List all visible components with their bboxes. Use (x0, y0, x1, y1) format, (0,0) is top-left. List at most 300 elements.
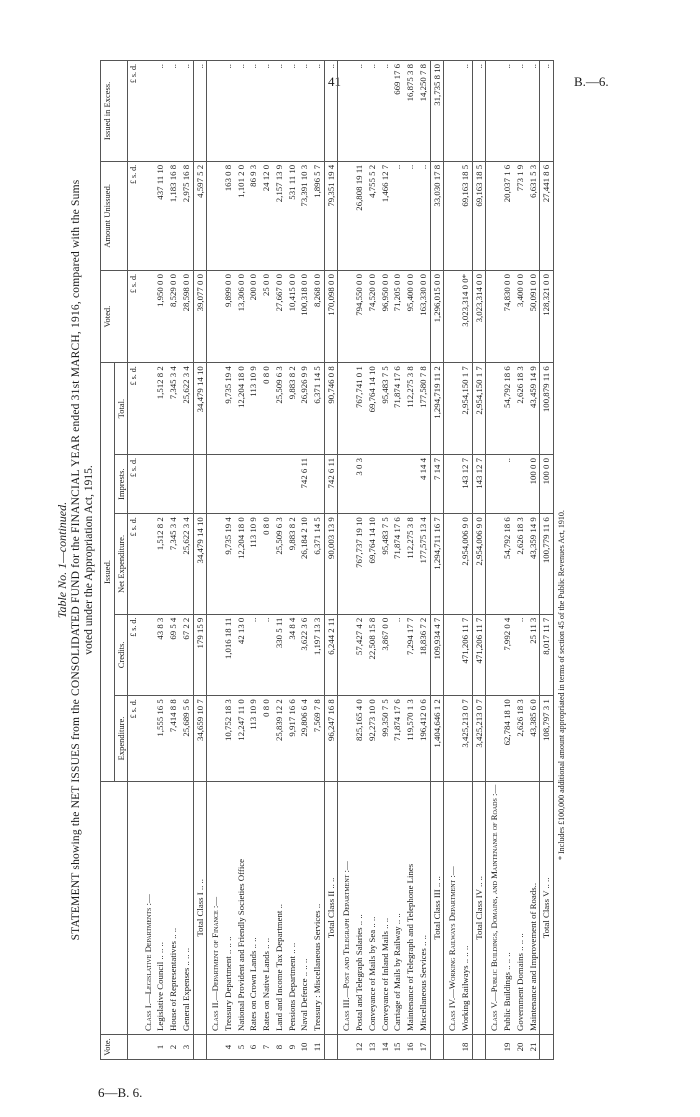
exp-cell: 196,412 0 6 (417, 696, 430, 781)
units-label: £ s. d. (127, 514, 139, 614)
empty-cell (444, 455, 459, 514)
class-heading-row (338, 61, 353, 1060)
exp-cell: 108,797 3 1 (540, 696, 554, 781)
net-cell: 69,764 14 10 (366, 514, 379, 614)
vote-cell: 6 (247, 1035, 260, 1060)
statement-subheading: voted under the Appropriation Act, 1915. (83, 465, 96, 655)
exc-cell: .. (540, 61, 554, 162)
footnote: * Includes £100,000 additional amount appropriated in terms of section 45 of the Public Revenues Act, 1910. (556, 510, 566, 860)
voted-cell: 1,296,015 0 0 (430, 271, 444, 363)
cred-cell: 8,017 11 7 (540, 614, 554, 696)
unis-cell: 86 9 3 (247, 161, 260, 270)
description-cell: Land and Income Tax Department .. (273, 781, 286, 1034)
col-vote: Vote. (101, 1035, 128, 1060)
class-heading-row (444, 61, 459, 1060)
empty-cell (486, 455, 501, 514)
imp-cell (404, 455, 417, 514)
vote-cell (540, 1035, 554, 1060)
voted-cell: 3,400 0 0 (514, 271, 527, 363)
empty-cell (338, 61, 353, 162)
table-row (459, 61, 472, 1060)
exp-cell: 99,350 7 5 (379, 696, 392, 781)
cred-cell: 330 5 11 (273, 614, 286, 696)
net-cell: 90,003 13 9 (324, 514, 338, 614)
voted-cell: 3,023,314 0 0 (472, 271, 486, 363)
net-cell: 0 8 0 (260, 514, 273, 614)
tot-cell: 25,622 3 4 (180, 363, 193, 455)
net-cell: 112,275 3 8 (404, 514, 417, 614)
vote-cell (140, 1035, 155, 1060)
class-heading: Class I.—Legislative Departments :— (140, 781, 155, 1034)
voted-cell: 74,830 0 0 (501, 271, 514, 363)
exc-cell: .. (286, 61, 299, 162)
exc-cell: 14,250 7 8 (417, 61, 430, 162)
net-cell: 767,737 19 10 (353, 514, 366, 614)
tot-cell: 25,509 6 3 (273, 363, 286, 455)
table-row (501, 61, 514, 1060)
description-cell: Carriage of Mails by Railway .. .. (391, 781, 404, 1034)
voted-cell: 9,899 0 0 (222, 271, 235, 363)
exp-cell: 7,414 8 8 (167, 696, 180, 781)
net-cell: 12,204 18 0 (235, 514, 248, 614)
voted-cell: 13,306 0 0 (235, 271, 248, 363)
unis-cell: 27,441 8 6 (540, 161, 554, 270)
exc-cell: .. (273, 61, 286, 162)
imp-cell: 4 14 4 (417, 455, 430, 514)
voted-cell: 8,529 0 0 (167, 271, 180, 363)
col-voted: Voted. (101, 271, 128, 363)
col-imprests: Imprests. (114, 455, 127, 514)
exc-cell: .. (260, 61, 273, 162)
empty-cell (207, 614, 222, 696)
exc-cell: .. (514, 61, 527, 162)
description-cell: General Expenses .. .. .. (180, 781, 193, 1034)
voted-cell: 8,268 0 0 (311, 271, 324, 363)
exc-cell: .. (247, 61, 260, 162)
vote-cell: 5 (235, 1035, 248, 1060)
tot-cell: 26,926 9 9 (298, 363, 311, 455)
vote-cell: 7 (260, 1035, 273, 1060)
tot-cell: 1,294,719 11 2 (430, 363, 444, 455)
vote-cell: 17 (417, 1035, 430, 1060)
tot-cell: 0 8 0 (260, 363, 273, 455)
exp-cell: 1,404,646 1 2 (430, 696, 444, 781)
cred-cell: 7,992 0 4 (501, 614, 514, 696)
empty-cell (444, 161, 459, 270)
description-cell: House of Representatives .. .. (167, 781, 180, 1034)
net-cell: 2,954,006 9 0 (472, 514, 486, 614)
cred-cell: 3,867 0 0 (379, 614, 392, 696)
exc-cell: .. (366, 61, 379, 162)
imp-cell: 742 6 11 (298, 455, 311, 514)
tot-cell: 100,879 11 6 (540, 363, 554, 455)
table-row (273, 61, 286, 1060)
empty-cell (486, 514, 501, 614)
cred-cell: .. (247, 614, 260, 696)
signature-mark: 6—B. 6. (98, 1085, 143, 1100)
unis-cell: 73,391 10 3 (298, 161, 311, 270)
vote-cell (207, 1035, 222, 1060)
empty-cell (207, 363, 222, 455)
imp-cell: .. (501, 455, 514, 514)
unis-cell: 24 12 0 (260, 161, 273, 270)
cred-cell: 42 13 0 (235, 614, 248, 696)
page-number: 41 (328, 74, 341, 89)
exp-cell: 71,874 17 6 (391, 696, 404, 781)
table-row (286, 61, 299, 1060)
tot-cell: 71,874 17 6 (391, 363, 404, 455)
table-row (404, 61, 417, 1060)
tot-cell: 767,741 0 1 (353, 363, 366, 455)
vote-cell (430, 1035, 444, 1060)
imp-cell (167, 455, 180, 514)
unis-cell: 773 1 9 (514, 161, 527, 270)
tot-cell: 112,275 3 8 (404, 363, 417, 455)
voted-cell: 794,550 0 0 (353, 271, 366, 363)
description-cell: Postal and Telegraph Salaries .. .. (353, 781, 366, 1034)
exp-cell: 9,917 16 6 (286, 696, 299, 781)
exp-cell: 10,752 18 3 (222, 696, 235, 781)
net-cell: 43,359 14 9 (527, 514, 540, 614)
col-credits: Credits. (114, 614, 127, 696)
empty-cell (140, 161, 155, 270)
empty-cell (486, 696, 501, 781)
empty-cell (140, 271, 155, 363)
tot-cell: 95,483 7 5 (379, 363, 392, 455)
col-issued: Issued. (101, 363, 114, 781)
tot-cell: 69,764 14 10 (366, 363, 379, 455)
voted-cell: 200 0 0 (247, 271, 260, 363)
exp-cell: 0 8 0 (260, 696, 273, 781)
net-cell: 9,735 19 4 (222, 514, 235, 614)
unis-cell: 33,030 17 8 (430, 161, 444, 270)
imp-cell (193, 455, 207, 514)
cred-cell: 471,206 11 7 (472, 614, 486, 696)
imp-cell: 742 6 11 (324, 455, 338, 514)
exp-cell: 29,806 6 4 (298, 696, 311, 781)
empty-cell (486, 161, 501, 270)
description-cell: Miscellaneous Services .. .. (417, 781, 430, 1034)
exc-cell: .. (527, 61, 540, 162)
exc-cell: 31,735 8 10 (430, 61, 444, 162)
tot-cell: 6,371 14 5 (311, 363, 324, 455)
table-body (140, 61, 554, 1060)
vote-cell: 8 (273, 1035, 286, 1060)
net-cell: 2,954,006 9 0 (459, 514, 472, 614)
unis-cell: .. (417, 161, 430, 270)
units-label: £ s. d. (127, 614, 139, 696)
vote-cell (324, 1035, 338, 1060)
description-cell: National Provident and Friendly Societies Office (235, 781, 248, 1034)
empty-cell (207, 271, 222, 363)
empty-cell (486, 61, 501, 162)
table-row (366, 61, 379, 1060)
class-heading-row (140, 61, 155, 1060)
empty-cell (140, 614, 155, 696)
vote-cell: 9 (286, 1035, 299, 1060)
exp-cell: 3,425,213 0 7 (472, 696, 486, 781)
net-cell: 25,509 6 3 (273, 514, 286, 614)
table-row (235, 61, 248, 1060)
voted-cell: 96,950 0 0 (379, 271, 392, 363)
unis-cell: .. (404, 161, 417, 270)
empty-cell (338, 514, 353, 614)
net-cell: 71,874 17 6 (391, 514, 404, 614)
exp-cell: 25,689 5 6 (180, 696, 193, 781)
imp-cell (180, 455, 193, 514)
empty-cell (338, 696, 353, 781)
exp-cell: 1,555 16 5 (154, 696, 167, 781)
imp-cell (273, 455, 286, 514)
vote-cell: 14 (379, 1035, 392, 1060)
unis-cell: 1,101 2 0 (235, 161, 248, 270)
cred-cell: 7,294 17 7 (404, 614, 417, 696)
class-heading: Class IV.—Working Railways Department :— (444, 781, 459, 1034)
empty-cell (486, 614, 501, 696)
exc-cell: .. (235, 61, 248, 162)
vote-cell: 3 (180, 1035, 193, 1060)
exc-cell: .. (222, 61, 235, 162)
col-unissued: Amount Unissued. (101, 161, 128, 270)
empty-cell (207, 61, 222, 162)
exp-cell: 25,839 12 2 (273, 696, 286, 781)
cred-cell: 471,206 11 7 (459, 614, 472, 696)
table-row (154, 61, 167, 1060)
unis-cell: 4,755 5 2 (366, 161, 379, 270)
unis-cell: 4,597 5 2 (193, 161, 207, 270)
table-row (514, 61, 527, 1060)
voted-cell: 25 0 0 (260, 271, 273, 363)
voted-cell: 170,098 0 0 (324, 271, 338, 363)
exc-cell: .. (311, 61, 324, 162)
unis-cell: 531 11 10 (286, 161, 299, 270)
empty-cell (338, 614, 353, 696)
voted-cell: 128,321 0 0 (540, 271, 554, 363)
vote-cell: 1 (154, 1035, 167, 1060)
description-cell: Total Class IV .. .. (472, 781, 486, 1034)
net-cell: 100,779 11 6 (540, 514, 554, 614)
imp-cell: 143 12 7 (472, 455, 486, 514)
table-row (222, 61, 235, 1060)
vote-cell: 19 (501, 1035, 514, 1060)
exp-cell: 92,273 10 0 (366, 696, 379, 781)
net-cell: 1,512 8 2 (154, 514, 167, 614)
empty-cell (140, 455, 155, 514)
total-row (193, 61, 207, 1060)
tot-cell: 54,792 18 6 (501, 363, 514, 455)
net-cell: 113 10 9 (247, 514, 260, 614)
table-row (527, 61, 540, 1060)
class-heading-row (207, 61, 222, 1060)
units-label: £ s. d. (127, 271, 139, 363)
table-row (167, 61, 180, 1060)
unis-cell: 6,631 5 3 (527, 161, 540, 270)
description-cell: Total Class III .. .. (430, 781, 444, 1034)
imp-cell (391, 455, 404, 514)
exp-cell: 43,385 6 0 (527, 696, 540, 781)
vote-cell (472, 1035, 486, 1060)
tot-cell: 12,204 18 0 (235, 363, 248, 455)
exc-cell: 16,875 3 8 (404, 61, 417, 162)
description-cell: Total Class I .. .. (193, 781, 207, 1034)
cred-cell: 57,427 4 2 (353, 614, 366, 696)
cred-cell: .. (260, 614, 273, 696)
imp-cell: 7 14 7 (430, 455, 444, 514)
exp-cell: 12,247 11 0 (235, 696, 248, 781)
cred-cell: 67 2 2 (180, 614, 193, 696)
net-cell: 2,626 18 3 (514, 514, 527, 614)
voted-cell: 27,667 0 0 (273, 271, 286, 363)
tot-cell: 43,459 14 9 (527, 363, 540, 455)
net-cell: 177,575 13 4 (417, 514, 430, 614)
unis-cell: 163 0 8 (222, 161, 235, 270)
table-row (180, 61, 193, 1060)
col-excess: Issued in Excess. (101, 61, 128, 162)
imp-cell (260, 455, 273, 514)
voted-cell: 28,598 0 0 (180, 271, 193, 363)
table-row (417, 61, 430, 1060)
imp-cell (286, 455, 299, 514)
tot-cell: 34,479 14 10 (193, 363, 207, 455)
net-cell: 25,622 3 4 (180, 514, 193, 614)
units-label: £ s. d. (127, 455, 139, 514)
empty-cell (338, 161, 353, 270)
tot-cell: 9,883 8 2 (286, 363, 299, 455)
cred-cell: 43 8 3 (154, 614, 167, 696)
class-heading: Class III.—Post and Telegraph Department :— (338, 781, 353, 1034)
tot-cell: 2,954,150 1 7 (459, 363, 472, 455)
table-row (353, 61, 366, 1060)
unis-cell: 1,896 5 7 (311, 161, 324, 270)
imp-cell (311, 455, 324, 514)
table-row (379, 61, 392, 1060)
class-heading-row (486, 61, 501, 1060)
unis-cell: 437 11 10 (154, 161, 167, 270)
empty-cell (444, 696, 459, 781)
voted-cell: 95,400 0 0 (404, 271, 417, 363)
empty-cell (338, 455, 353, 514)
table-row (260, 61, 273, 1060)
description-cell: Total Class II .. .. (324, 781, 338, 1034)
voted-cell: 10,415 0 0 (286, 271, 299, 363)
unis-cell: 20,037 1 6 (501, 161, 514, 270)
imp-cell (366, 455, 379, 514)
cred-cell: 25 11 3 (527, 614, 540, 696)
unis-cell: 69,163 18 5 (472, 161, 486, 270)
imp-cell (247, 455, 260, 514)
empty-cell (486, 271, 501, 363)
tot-cell: 9,735 19 4 (222, 363, 235, 455)
issues-table (100, 60, 554, 1060)
tot-cell: 177,580 7 8 (417, 363, 430, 455)
empty-cell (140, 61, 155, 162)
voted-cell: 74,520 0 0 (366, 271, 379, 363)
empty-cell (444, 271, 459, 363)
unis-cell: 79,351 19 4 (324, 161, 338, 270)
cred-cell: 1,016 18 11 (222, 614, 235, 696)
empty-cell (140, 696, 155, 781)
vote-cell (486, 1035, 501, 1060)
unis-cell: 2,157 13 9 (273, 161, 286, 270)
imp-cell (379, 455, 392, 514)
voted-cell: 50,091 0 0 (527, 271, 540, 363)
exp-cell: 62,784 18 10 (501, 696, 514, 781)
exp-cell: 7,569 7 8 (311, 696, 324, 781)
exp-cell: 119,570 1 3 (404, 696, 417, 781)
tot-cell: 2,954,150 1 7 (472, 363, 486, 455)
voted-cell: 71,205 0 0 (391, 271, 404, 363)
total-row (430, 61, 444, 1060)
voted-cell: 3,023,314 0 0* (459, 271, 472, 363)
empty-cell (444, 514, 459, 614)
exp-cell: 3,425,213 0 7 (459, 696, 472, 781)
cred-cell: 6,244 2 11 (324, 614, 338, 696)
exp-cell: 2,626 18 3 (514, 696, 527, 781)
description-cell: Conveyance of Inland Mails .. .. (379, 781, 392, 1034)
vote-cell: 16 (404, 1035, 417, 1060)
description-cell: Total Class V .. .. (540, 781, 554, 1034)
cred-cell: 1,197 13 3 (311, 614, 324, 696)
empty-cell (338, 271, 353, 363)
imp-cell (235, 455, 248, 514)
description-cell: Treasury : Miscellaneous Services .. (311, 781, 324, 1034)
cred-cell: 109,934 4 7 (430, 614, 444, 696)
total-row (324, 61, 338, 1060)
col-description (101, 781, 128, 1034)
description-cell: Treasury Department .. .. .. (222, 781, 235, 1034)
net-cell: 54,792 18 6 (501, 514, 514, 614)
empty-cell (207, 696, 222, 781)
empty-cell (207, 161, 222, 270)
net-cell: 34,479 14 10 (193, 514, 207, 614)
exc-cell: .. (193, 61, 207, 162)
empty-cell (444, 61, 459, 162)
cred-cell: 34 8 4 (286, 614, 299, 696)
total-row (540, 61, 554, 1060)
imp-cell: 100 0 0 (527, 455, 540, 514)
table-row (391, 61, 404, 1060)
description-cell: Naval Defence .. .. .. (298, 781, 311, 1034)
units-label: £ s. d. (127, 363, 139, 455)
exc-cell: .. (379, 61, 392, 162)
units-label: £ s. d. (127, 61, 139, 162)
imp-cell (514, 455, 527, 514)
vote-cell (193, 1035, 207, 1060)
units-label: £ s. d. (127, 696, 139, 781)
description-cell: Maintenance and Improvement of Roads.. (527, 781, 540, 1034)
vote-cell: 15 (391, 1035, 404, 1060)
voted-cell: 163,330 0 0 (417, 271, 430, 363)
table-row (298, 61, 311, 1060)
tot-cell: 90,746 0 8 (324, 363, 338, 455)
paper-reference: B.—6. (574, 74, 609, 89)
exp-cell: 34,659 10 7 (193, 696, 207, 781)
vote-cell: 2 (167, 1035, 180, 1060)
cred-cell: 69 5 4 (167, 614, 180, 696)
exc-cell: .. (501, 61, 514, 162)
vote-cell: 13 (366, 1035, 379, 1060)
description-cell: Rates on Native Lands .. .. (260, 781, 273, 1034)
net-cell: 6,371 14 5 (311, 514, 324, 614)
exc-cell: .. (154, 61, 167, 162)
exc-cell: .. (298, 61, 311, 162)
voted-cell: 1,950 0 0 (154, 271, 167, 363)
cred-cell: .. (391, 614, 404, 696)
description-cell: Legislative Council .. .. .. (154, 781, 167, 1034)
exc-cell: 669 17 6 (391, 61, 404, 162)
empty-cell (140, 363, 155, 455)
statement-heading: STATEMENT showing the NET ISSUES from the CONSOLIDATED FUND for the FINANCIAL YEAR ended 31st MARCH, 1916, compared with the Sums (69, 179, 82, 941)
